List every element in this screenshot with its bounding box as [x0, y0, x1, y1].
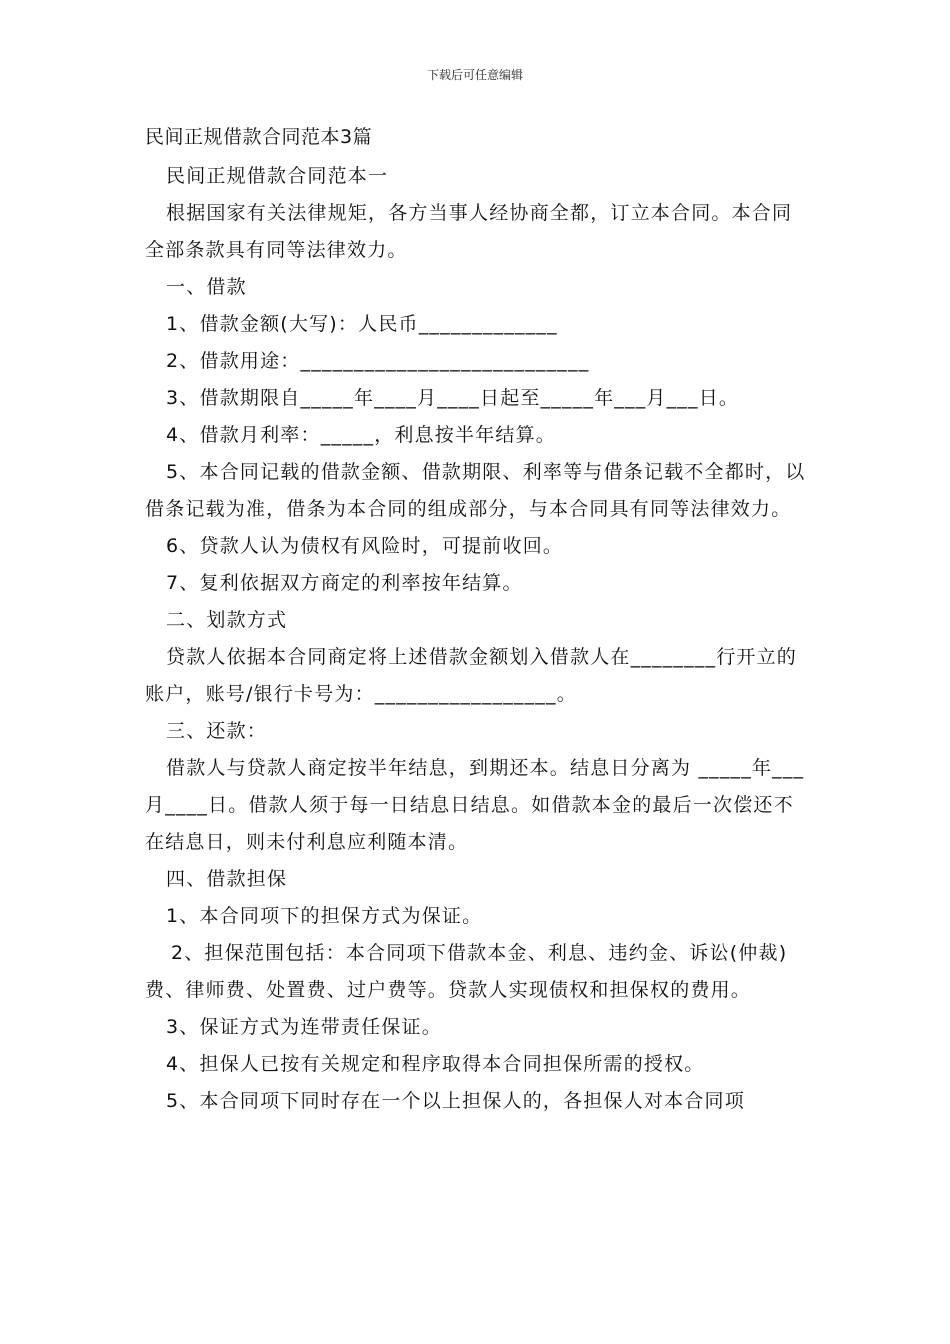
clause: 5、本合同记载的借款金额、借款期限、利率等与借条记载不全都时，以借条记载为准，借条为本合同的组成部分，与本合同具有同等法律效力。 [145, 461, 806, 520]
document-title: 民间正规借款合同范本3篇 [145, 126, 373, 148]
section-heading: 三、还款： [166, 720, 268, 742]
paragraph: 借款人与贷款人商定按半年结息，到期还本。结息日分离为 _____年___月____日。借款人须于每一日结息日结息。如借款本金的最后一次偿还不在结息日，则未付利息应利随本清。 [145, 757, 805, 853]
clause: 3、保证方式为连带责任保证。 [166, 1016, 442, 1038]
section-heading: 四、借款担保 [166, 868, 288, 890]
clause: 7、复利依据双方商定的利率按年结算。 [166, 572, 523, 594]
paragraph: 根据国家有关法律规矩，各方当事人经协商全都，订立本合同。本合同全部条款具有同等法律效力。 [145, 202, 793, 261]
section-heading: 一、借款 [166, 276, 247, 298]
clause: 4、借款月利率：_____，利息按半年结算。 [166, 424, 556, 446]
page-header: 下载后可任意编辑 [426, 68, 523, 82]
clause: 1、借款金额(大写)：人民币_____________ [166, 313, 558, 335]
section-heading: 二、划款方式 [166, 609, 288, 631]
section-heading: 民间正规借款合同范本一 [166, 165, 389, 187]
clause: 1、本合同项下的担保方式为保证。 [166, 905, 483, 927]
clause: 6、贷款人认为债权有风险时，可提前收回。 [166, 535, 564, 557]
clause: 4、担保人已按有关规定和程序取得本合同担保所需的授权。 [166, 1053, 705, 1075]
paragraph: 贷款人依据本合同商定将上述借款金额划入借款人在________行开立的账户，账号/银行卡号为：_________________。 [145, 646, 798, 705]
clause: 3、借款期限自_____年____月____日起至_____年___月___日。 [166, 387, 740, 409]
document-body [145, 158, 810, 1120]
clause: 2、借款用途：___________________________ [166, 350, 590, 372]
clause: 5、本合同项下同时存在一个以上担保人的，各担保人对本合同项 [166, 1090, 745, 1112]
clause: 2、担保范围包括：本合同项下借款本金、利息、违约金、诉讼(仲裁)费、律师费、处置费、过户费等。贷款人实现债权和担保权的费用。 [145, 942, 788, 1001]
